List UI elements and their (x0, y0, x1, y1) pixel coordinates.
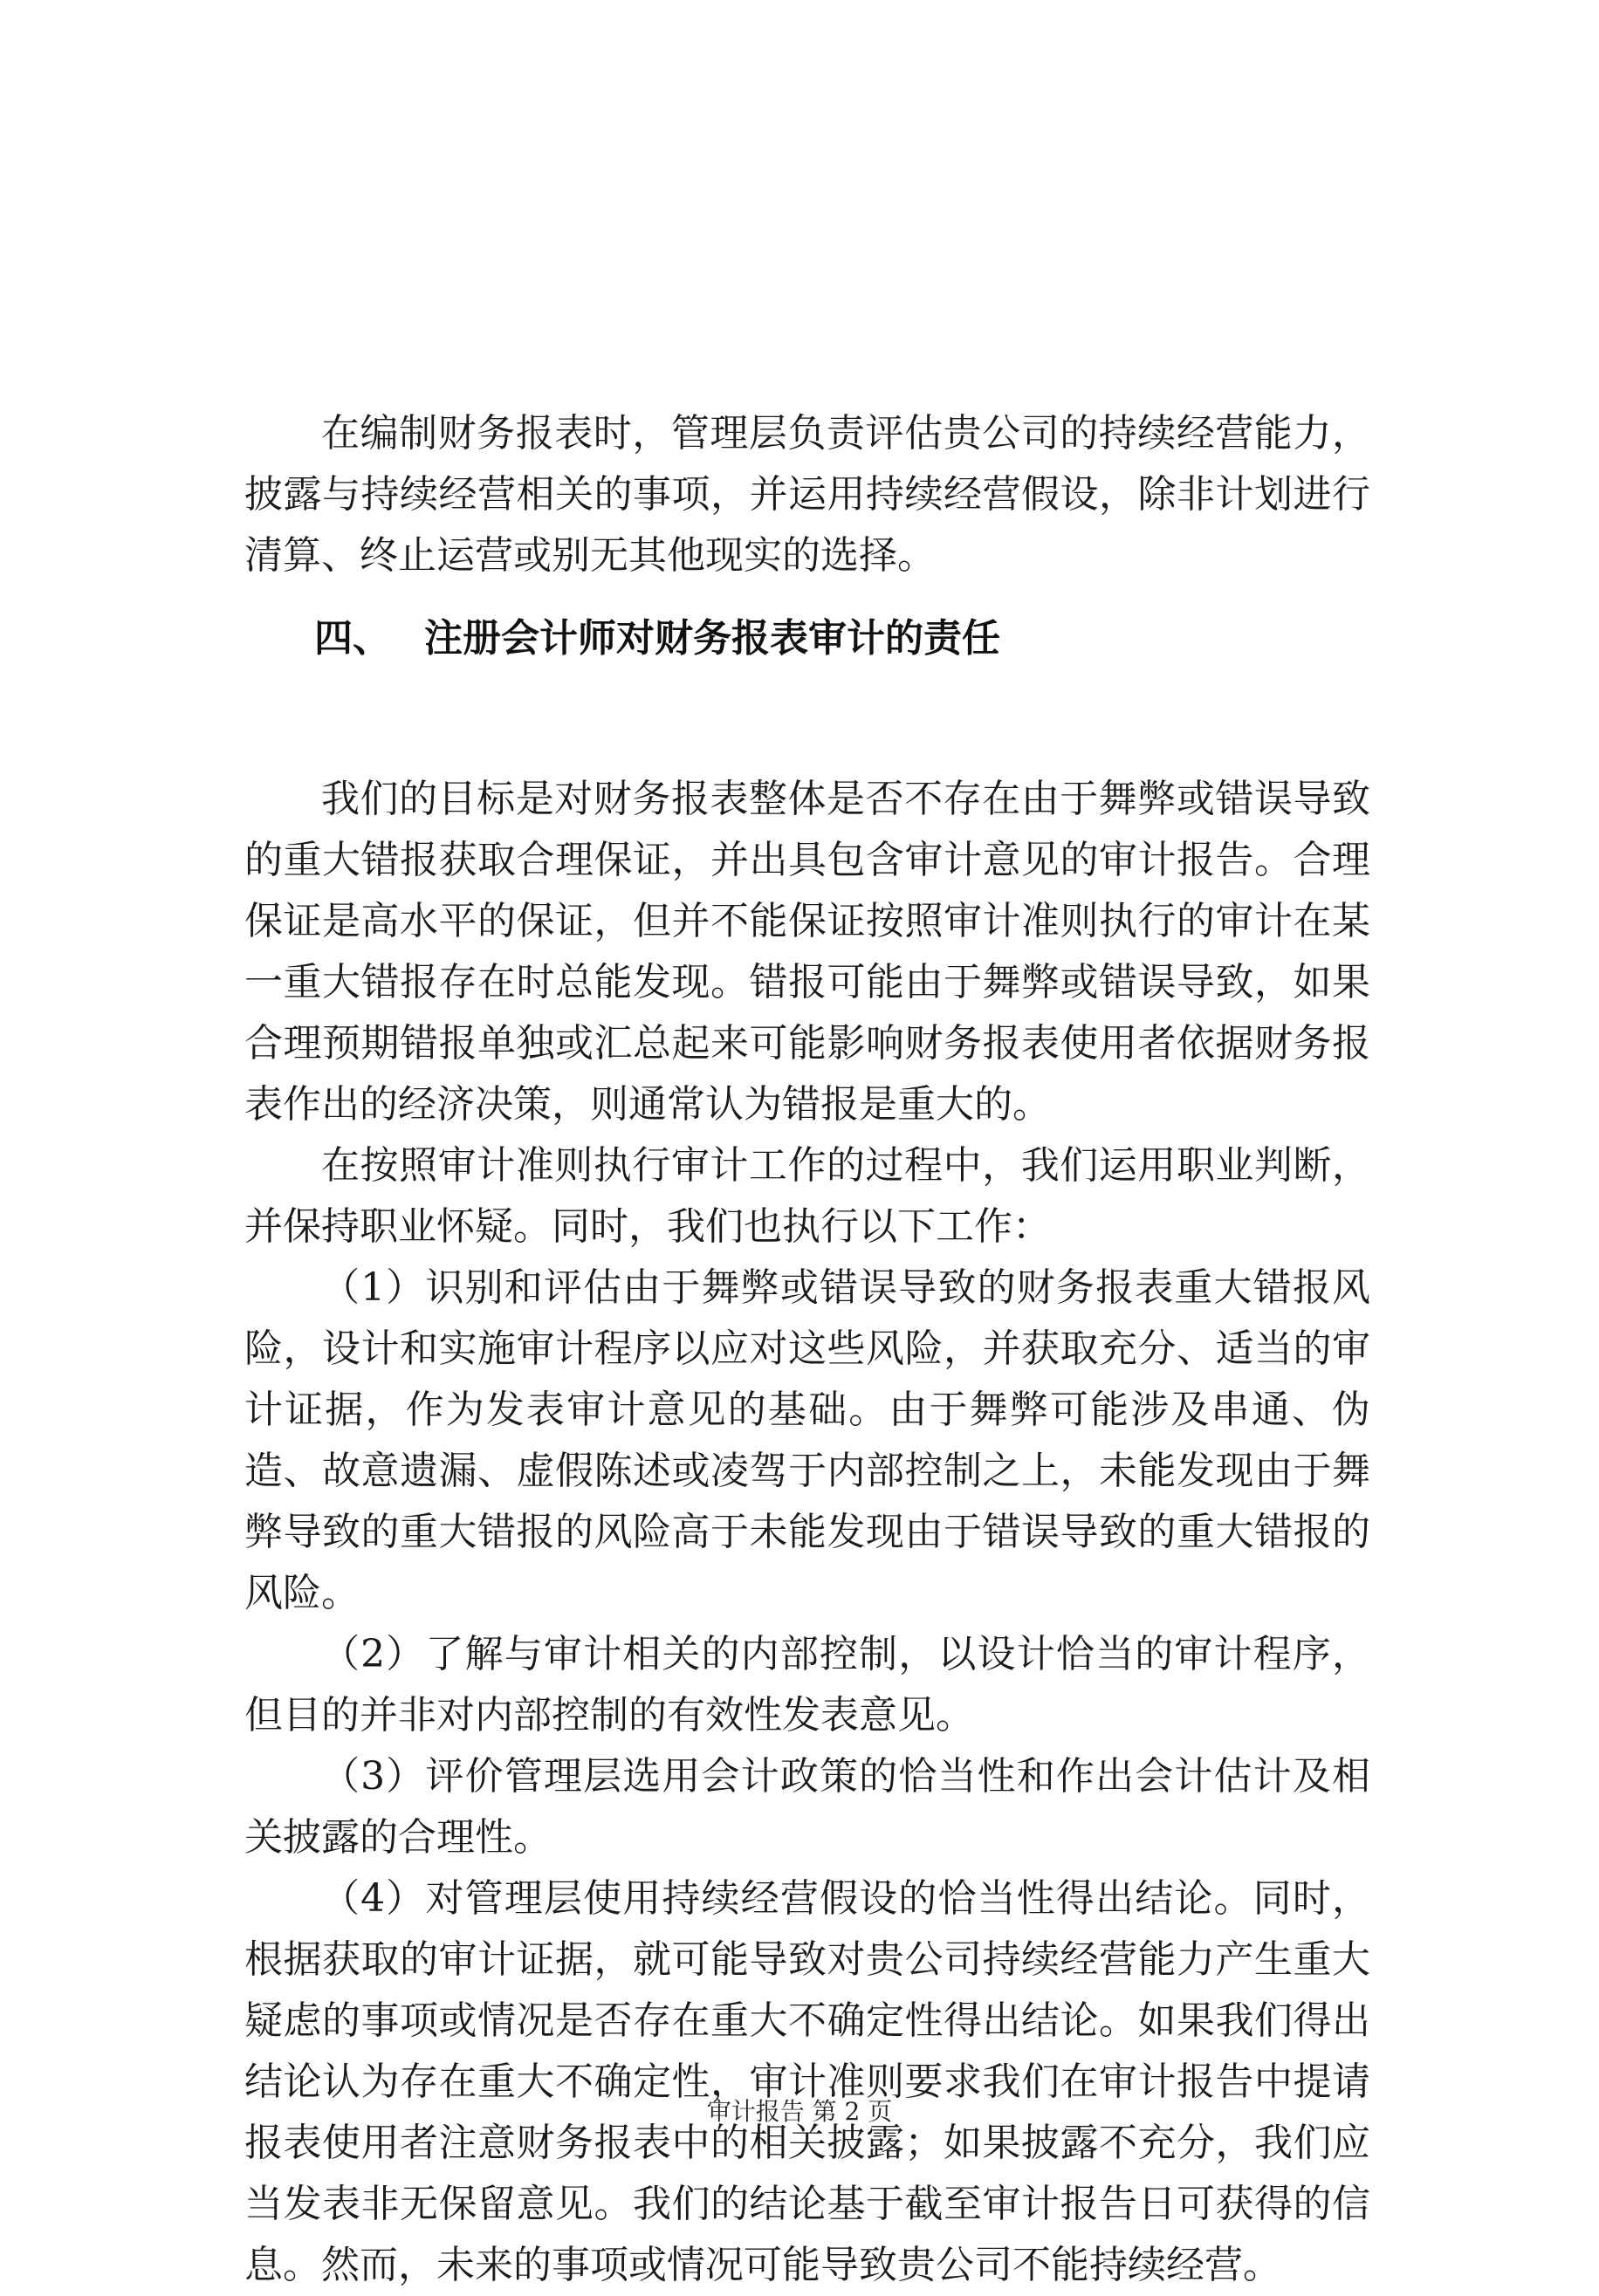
paragraph-item-3: （3）评价管理层选用会计政策的恰当性和作出会计估计及相关披露的合理性。 (244, 1754, 1370, 1860)
intro-paragraph: 在编制财务报表时，管理层负责评估贵公司的持续经营能力，披露与持续经营相关的事项，并运用持续经营假设，除非计划进行清算、终止运营或别无其他现实的选择。 (244, 411, 1370, 578)
intro-section (244, 403, 1370, 586)
section-body (244, 769, 1370, 2296)
section-heading (314, 613, 1000, 665)
section-title: 注册会计师对财务报表审计的责任 (424, 616, 1000, 661)
paragraph-item-1: （1）识别和评估由于舞弊或错误导致的财务报表重大错报风险，设计和实施审计程序以应对这些风险，并获取充分、适当的审计证据，作为发表审计意见的基础。由于舞弊可能涉及串通、伪造、故意遗漏、虚假陈述或凌驾于内部控制之上，未能发现由于舞弊导致的重大错报的风险高于未能发现由于错误导致的重大错报的风险。 (244, 1265, 1370, 1615)
paragraph-objective: 我们的目标是对财务报表整体是否不存在由于舞弊或错误导致的重大错报获取合理保证，并出具包含审计意见的审计报告。合理保证是高水平的保证，但并不能保证按照审计准则执行的审计在某一重大错报存在时总能发现。错报可能由于舞弊或错误导致，如果合理预期错报单独或汇总起来可能影响财务报表使用者依据财务报表作出的经济决策，则通常认为错报是重大的。 (244, 777, 1370, 1127)
paragraph-item-2: （2）了解与审计相关的内部控制，以设计恰当的审计程序，但目的并非对内部控制的有效性发表意见。 (244, 1632, 1370, 1737)
section-number: 四、 (314, 616, 391, 661)
paragraph-judgment: 在按照审计准则执行审计工作的过程中，我们运用职业判断，并保持职业怀疑。同时，我们也执行以下工作： (244, 1143, 1370, 1249)
paragraph-item-4: （4）对管理层使用持续经营假设的恰当性得出结论。同时，根据获取的审计证据，就可能导致对贵公司持续经营能力产生重大疑虑的事项或情况是否存在重大不确定性得出结论。如果我们得出结论认为存在重大不确定性，审计准则要求我们在审计报告中提请报表使用者注意财务报表中的相关披露；如果披露不充分，我们应当发表非无保留意见。我们的结论基于截至审计报告日可获得的信息。然而，未来的事项或情况可能导致贵公司不能持续经营。 (244, 1876, 1370, 2287)
page-footer: 审计报告 第 2 页 (706, 2097, 893, 2126)
